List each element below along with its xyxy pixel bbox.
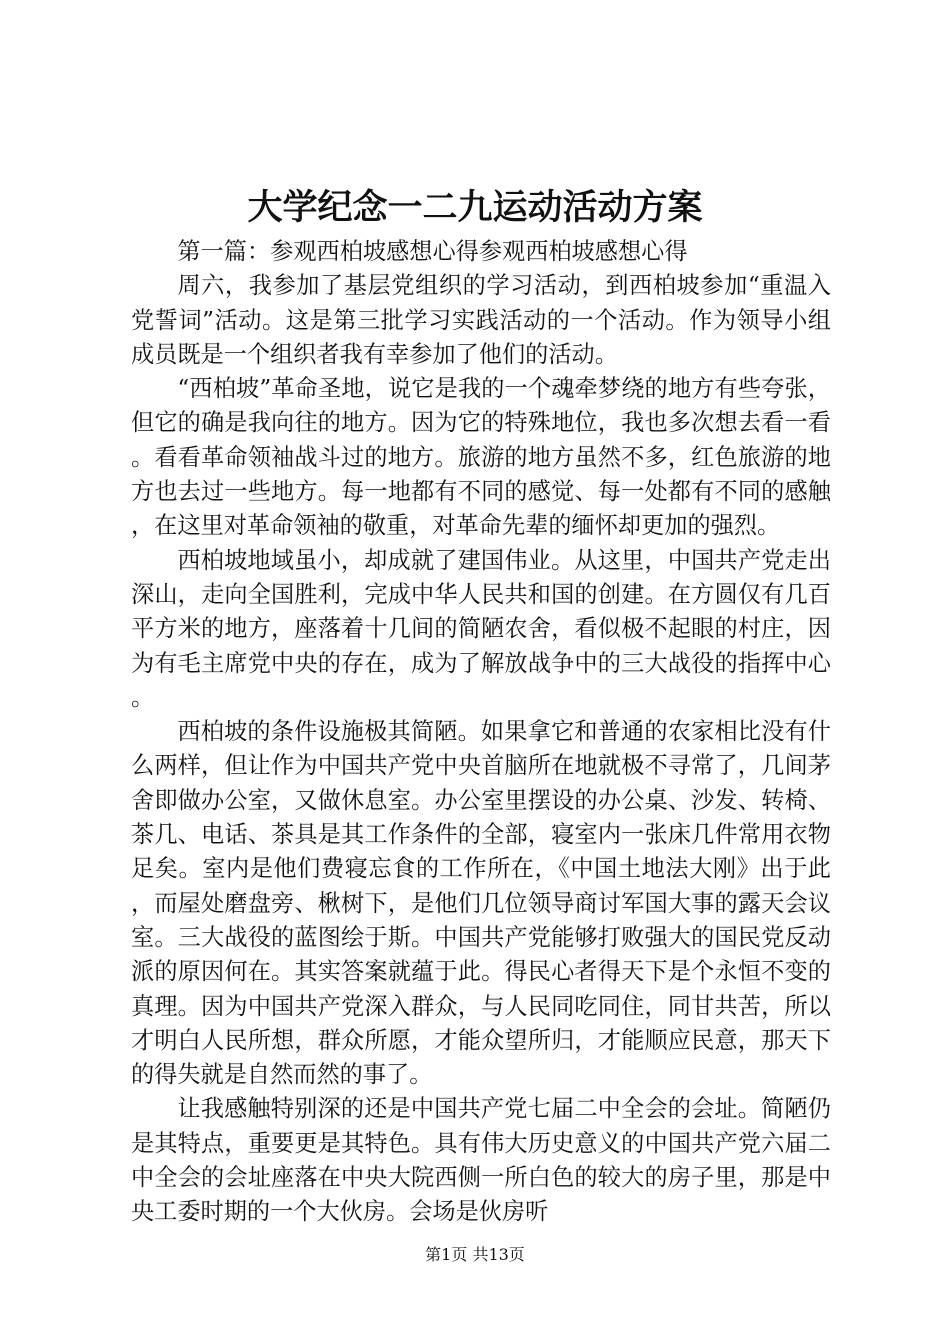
paragraph-5: 让我感触特别深的还是中国共产党七届二中全会的会址。简陋仍是其特点，重要更是其特色。具有伟大历史意义的中国共产党六届二中全会的会址座落在中央大院西侧一所白色的较大的房子里，那是中央工委时期的一个大伙房。会场是伙房听 <box>131 1095 831 1226</box>
page-footer: 第1页 共13页 <box>425 1245 525 1264</box>
paragraph-2: “西柏坡”革命圣地，说它是我的一个魂牵梦绕的地方有些夸张，但它的确是我向往的地方。因为它的特殊地位，我也多次想去看一看。看看革命领袖战斗过的地方。旅游的地方虽然不多，红色旅游的地方也去过一些地方。每一地都有不同的感觉、每一处都有不同的感触，在这里对革命领袖的敬重，对革命先辈的缅怀却更加的强烈。 <box>131 375 831 540</box>
document-title: 大学纪念一二九运动活动方案 <box>247 187 703 228</box>
paragraph-1: 周六，我参加了基层党组织的学习活动，到西柏坡参加“重温入党誓词”活动。这是第三批学习实践活动的一个活动。作为领导小组成员既是一个组织者我有幸参加了他们的活动。 <box>131 272 831 368</box>
paragraph-3: 西柏坡地域虽小，却成就了建国伟业。从这里，中国共产党走出深山，走向全国胜利，完成中华人民共和国的创建。在方圆仅有几百平方米的地方，座落着十几间的简陋农舍，看似极不起眼的村庄，因为有毛主席党中央的存在，成为了解放战争中的三大战役的指挥中心。 <box>131 546 831 711</box>
section-heading: 第一篇：参观西柏坡感想心得参观西柏坡感想心得 <box>177 238 688 265</box>
paragraph-4: 西柏坡的条件设施极其简陋。如果拿它和普通的农家相比没有什么两样，但让作为中国共产党中央首脑所在地就极不寻常了，几间茅舍即做办公室，又做休息室。办公室里摆设的办公桌、沙发、转椅、茶几、电话、茶具是其工作条件的全部，寝室内一张床几件常用衣物足矣。室内是他们费寝忘食的工作所在，《中国土地法大刚》出于此，而屋处磨盘旁、楸树下，是他们几位领导商讨军国大事的露天会议室。三大战役的蓝图绘于斯。中国共产党能够打败强大的国民党反动派的原因何在。其实答案就蕴于此。得民心者得天下是个永恒不变的真理。因为中国共产党深入群众，与人民同吃同住，同甘共苦，所以才明白人民所想，群众所愿，才能众望所归，才能顺应民意，那天下的得失就是自然而然的事了。 <box>131 718 831 1089</box>
document-body <box>131 235 831 1230</box>
